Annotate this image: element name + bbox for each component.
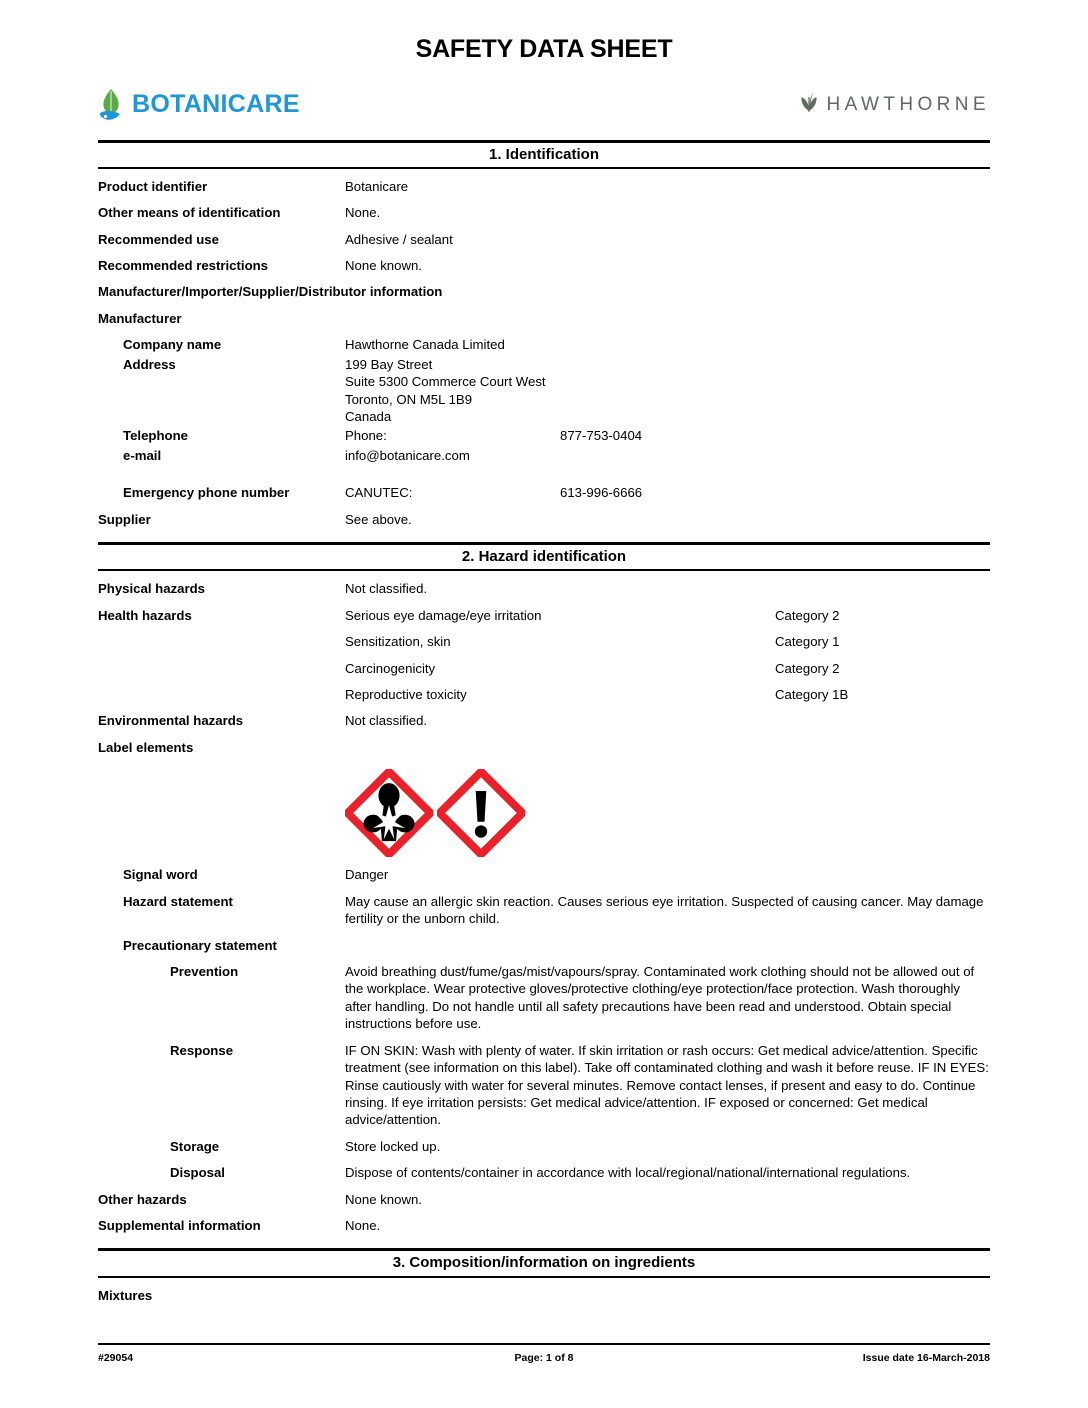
label-signal-word: Signal word <box>123 867 198 883</box>
row-label-elements <box>98 739 990 756</box>
label-label-elements: Label elements <box>98 739 194 755</box>
value-email: info@botanicare.com <box>345 447 470 463</box>
logo-row <box>98 84 990 126</box>
row-prevention <box>98 963 990 1033</box>
label-emergency-phone: Emergency phone number <box>123 485 290 501</box>
page-title: SAFETY DATA SHEET <box>415 35 673 63</box>
value-health-hazard-1: Serious eye damage/eye irritation <box>345 607 542 623</box>
label-response: Response <box>170 1042 234 1058</box>
value-supplier: See above. <box>345 511 412 527</box>
label-prevention: Prevention <box>170 963 239 979</box>
value-supplemental-information: None. <box>345 1218 381 1234</box>
ghs-pictogram-group <box>345 769 990 857</box>
value-telephone-prefix: Phone: <box>345 428 387 444</box>
label-precautionary-statement: Precautionary statement <box>123 937 277 953</box>
footer-page-number: Page: 1 of 8 <box>514 1352 574 1364</box>
row-address <box>98 356 990 426</box>
value-signal-word: Danger <box>345 867 389 883</box>
value-address <box>345 356 990 426</box>
value-disposal: Dispose of contents/container in accordance with local/regional/national/international regulations. <box>345 1165 911 1181</box>
label-other-means: Other means of identification <box>98 205 281 221</box>
value-health-hazard-3: Carcinogenicity <box>345 660 436 676</box>
category-health-hazard-2: Category 1 <box>775 634 840 650</box>
value-product-identifier: Botanicare <box>345 178 409 194</box>
hawthorne-logo <box>798 91 990 118</box>
leaf-water-drop-icon <box>98 88 124 122</box>
value-telephone-number: 877-753-0404 <box>560 428 643 444</box>
row-storage <box>98 1138 990 1155</box>
section-heading-composition: 3. Composition/information on ingredients <box>98 1248 990 1277</box>
row-physical-hazards <box>98 580 990 597</box>
value-other-hazards: None known. <box>345 1191 422 1207</box>
row-hazard-statement <box>98 893 990 928</box>
value-health-hazard-2: Sensitization, skin <box>345 634 451 650</box>
category-health-hazard-1: Category 2 <box>775 607 840 623</box>
category-health-hazard-3: Category 2 <box>775 660 840 676</box>
label-address: Address <box>123 356 176 372</box>
row-health-hazards <box>98 607 990 624</box>
label-company-name: Company name <box>123 337 222 353</box>
hawthorne-wordmark: HAWTHORNE <box>826 94 990 115</box>
value-storage: Store locked up. <box>345 1138 441 1154</box>
row-email <box>98 447 990 464</box>
value-hazard-statement: May cause an allergic skin reaction. Causes serious eye irritation. Suspected of causing cancer. May damage fertility or the unborn child. <box>345 893 984 927</box>
row-recommended-restrictions <box>98 257 990 274</box>
row-telephone <box>98 427 990 444</box>
value-physical-hazards: Not classified. <box>345 581 428 597</box>
label-supplemental-information: Supplemental information <box>98 1218 261 1234</box>
label-disposal: Disposal <box>170 1165 225 1181</box>
section-heading-hazard: 2. Hazard identification <box>98 542 990 571</box>
value-other-means: None. <box>345 205 381 221</box>
ghs-health-hazard-pictogram <box>345 769 433 857</box>
ghs-exclamation-mark-pictogram <box>437 769 525 857</box>
label-product-identifier: Product identifier <box>98 178 208 194</box>
row-other-hazards <box>98 1191 990 1208</box>
sprout-leaf-icon <box>798 91 820 118</box>
address-line-3: Toronto, ON M5L 1B9 <box>345 391 473 407</box>
section-heading-identification: 1. Identification <box>98 140 990 169</box>
row-disposal <box>98 1164 990 1181</box>
row-supplemental-information <box>98 1217 990 1234</box>
row-health-hazard-2 <box>98 633 990 650</box>
row-recommended-use <box>98 231 990 248</box>
label-other-hazards: Other hazards <box>98 1191 187 1207</box>
row-product-identifier <box>98 178 990 195</box>
value-response: IF ON SKIN: Wash with plenty of water. If skin irritation or rash occurs: Get medical advice/attention. Specific treatment (see information on this label). Take off contaminated clothing and wash it before reuse. IF IN EYES: Rinse cautiously with water for several minutes. Remove contact lenses, if present and easy to do. Continue rinsing. If eye irritation persists: Get medical advice/attention. IF exposed or concerned: Get medical advice/attention. <box>345 1042 989 1128</box>
row-company-name <box>98 336 990 353</box>
label-recommended-use: Recommended use <box>98 231 219 247</box>
label-supplier: Supplier <box>98 511 151 527</box>
footer-issue-date: Issue date 16-March-2018 <box>862 1352 990 1364</box>
value-prevention: Avoid breathing dust/fume/gas/mist/vapours/spray. Contaminated work clothing should not be allowed out of the workplace. Wear protective gloves/protective clothing/eye protection/face protection. Wash thoroughly after handling. Do not handle until all safety precautions have been read and understood. Obtain special instructions before use. <box>345 963 975 1032</box>
address-line-1: 199 Bay Street <box>345 356 433 372</box>
row-precautionary-statement <box>98 937 990 954</box>
label-environmental-hazards: Environmental hazards <box>98 713 244 729</box>
row-health-hazard-3 <box>98 660 990 677</box>
value-health-hazard-4: Reproductive toxicity <box>345 687 467 703</box>
botanicare-wordmark: BOTANICARE <box>132 90 300 118</box>
value-environmental-hazards: Not classified. <box>345 713 428 729</box>
value-recommended-restrictions: None known. <box>345 258 422 274</box>
row-health-hazard-4 <box>98 686 990 703</box>
label-manufacturer-info-heading: Manufacturer/Importer/Supplier/Distributor information <box>98 284 443 300</box>
row-emergency-phone <box>98 484 990 501</box>
label-recommended-restrictions: Recommended restrictions <box>98 258 269 274</box>
category-health-hazard-4: Category 1B <box>775 687 849 703</box>
label-mixtures: Mixtures <box>98 1287 153 1303</box>
address-line-2: Suite 5300 Commerce Court West <box>345 374 546 390</box>
label-telephone: Telephone <box>123 428 188 444</box>
row-environmental-hazards <box>98 712 990 729</box>
footer-doc-number: #29054 <box>98 1352 134 1364</box>
label-health-hazards: Health hazards <box>98 607 192 623</box>
label-hazard-statement: Hazard statement <box>123 893 233 909</box>
address-line-4: Canada <box>345 408 392 424</box>
botanicare-logo <box>98 88 300 122</box>
label-manufacturer: Manufacturer <box>98 310 182 326</box>
spacer <box>98 464 990 482</box>
row-supplier <box>98 511 990 528</box>
row-response <box>98 1042 990 1129</box>
row-other-means <box>98 204 990 221</box>
row-signal-word <box>98 866 990 883</box>
value-emergency-org: CANUTEC: <box>345 485 413 501</box>
page-footer <box>98 1343 990 1364</box>
label-physical-hazards: Physical hazards <box>98 581 206 597</box>
value-company-name: Hawthorne Canada Limited <box>345 337 505 353</box>
label-email: e-mail <box>123 447 162 463</box>
value-emergency-number: 613-996-6666 <box>560 485 643 501</box>
label-storage: Storage <box>170 1138 220 1154</box>
value-recommended-use: Adhesive / sealant <box>345 231 453 247</box>
